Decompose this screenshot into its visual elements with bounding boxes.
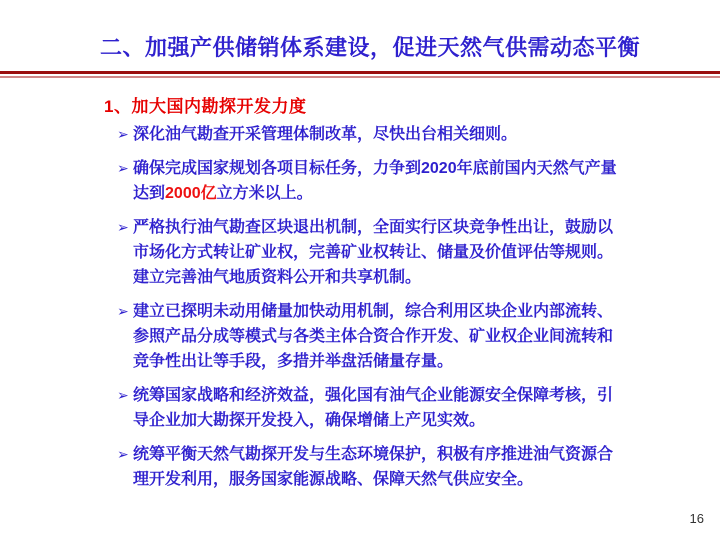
section-heading: 1、加大国内勘探开发力度	[104, 97, 307, 116]
bullet-list	[117, 122, 632, 501]
list-item	[117, 299, 632, 374]
bullet-text-segment: 统筹国家战略和经济效益，强化国有油气企业能源安全保障考核，引导企业加大勘探开发投入，确保增储上产见实效。	[133, 387, 614, 429]
title-divider	[0, 71, 720, 78]
highlighted-text: 2000亿	[165, 185, 217, 202]
bullet-text	[133, 156, 628, 206]
page-number: 16	[689, 511, 704, 526]
list-item	[117, 215, 632, 290]
list-item	[117, 156, 632, 206]
bullet-text-segment: 统筹平衡天然气勘探开发与生态环境保护，积极有序推进油气资源合理开发利用，服务国家能源战略、保障天然气供应安全。	[133, 446, 614, 488]
bullet-text-segment: 确保完成国家规划各项目标任务，力争到2020年底前国内天然气产量达到	[133, 160, 617, 202]
bullet-text	[133, 383, 628, 433]
bullet-arrow-icon: ➢	[117, 219, 129, 235]
bullet-text-segment: 立方米以上。	[216, 185, 313, 202]
list-item	[117, 442, 632, 492]
bullet-text	[133, 299, 628, 374]
bullet-text-segment: 深化油气勘查开采管理体制改革，尽快出台相关细则。	[133, 126, 518, 143]
bullet-text-segment: 严格执行油气勘查区块退出机制，全面实行区块竞争性出让，鼓励以市场化方式转让矿业权，完善矿业权转让、储量及价值评估等规则。建立完善油气地质资料公开和共享机制。	[133, 219, 614, 286]
slide-title: 二、加强产供储销体系建设，促进天然气供需动态平衡	[99, 35, 640, 60]
bullet-text	[133, 215, 628, 290]
bullet-text	[133, 442, 628, 492]
bullet-arrow-icon: ➢	[117, 446, 129, 462]
divider-thin-line	[0, 76, 720, 78]
bullet-text	[133, 122, 628, 147]
bullet-arrow-icon: ➢	[117, 387, 129, 403]
list-item	[117, 383, 632, 433]
bullet-text-segment: 建立已探明未动用储量加快动用机制，综合利用区块企业内部流转、参照产品分成等模式与各类主体合资合作开发、矿业权企业间流转和竞争性出让等手段，多措并举盘活储量存量。	[133, 303, 614, 370]
bullet-arrow-icon: ➢	[117, 126, 129, 142]
list-item	[117, 122, 632, 147]
bullet-arrow-icon: ➢	[117, 303, 129, 319]
bullet-arrow-icon: ➢	[117, 160, 129, 176]
